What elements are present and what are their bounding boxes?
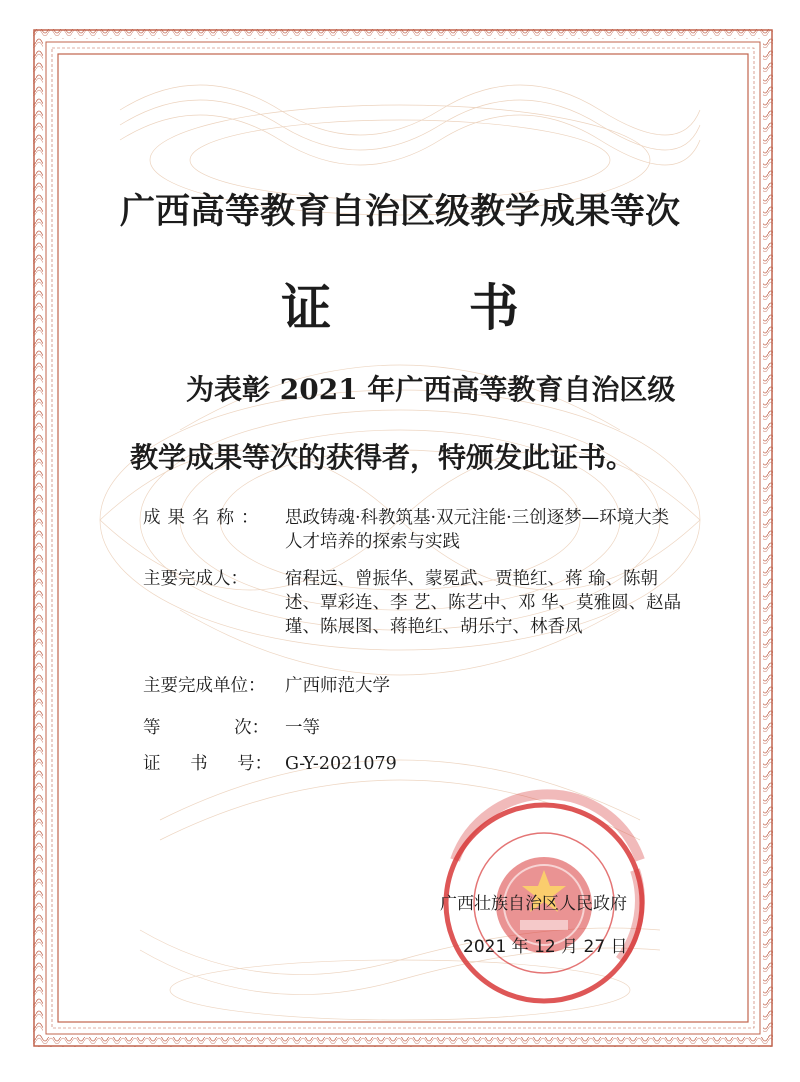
unit-label: 主要完成单位： (143, 676, 266, 696)
grade-label: 等 次： (143, 718, 270, 738)
certificate-title: 广西高等教育自治区级教学成果等次 (119, 192, 680, 232)
issuer-name: 广西壮族自治区人民政府 (440, 894, 627, 914)
cert-no-value: G-Y-2021079 (285, 754, 397, 774)
cert-no-label: 证 书 号： (143, 754, 273, 774)
grade-value: 一等 (285, 718, 320, 738)
achievement-label: 成果名称： (143, 508, 266, 528)
contributors-label: 主要完成人： (143, 569, 248, 589)
certificate-intro: 为表彰 2021 年广西高等教育自治区级教学成果等次的获得者，特颁发此证书。 (130, 373, 676, 474)
achievement-value: 思政铸魂·科教筑基·双元注能·三创逐梦—环境大类人才培养的探索与实践 (285, 508, 670, 552)
contributors-value: 宿程远、曾振华、蒙冕武、贾艳红、蒋 瑜、陈朝述、覃彩连、李 艺、陈艺中、邓 华、莫雅圆、赵晶瑾、陈展图、蒋艳红、胡乐宁、林香凤 (285, 569, 682, 637)
certificate-heading: 证 书 (281, 279, 579, 337)
issue-date: 2021 年 12 月 27 日 (463, 937, 628, 957)
unit-value: 广西师范大学 (285, 676, 390, 696)
